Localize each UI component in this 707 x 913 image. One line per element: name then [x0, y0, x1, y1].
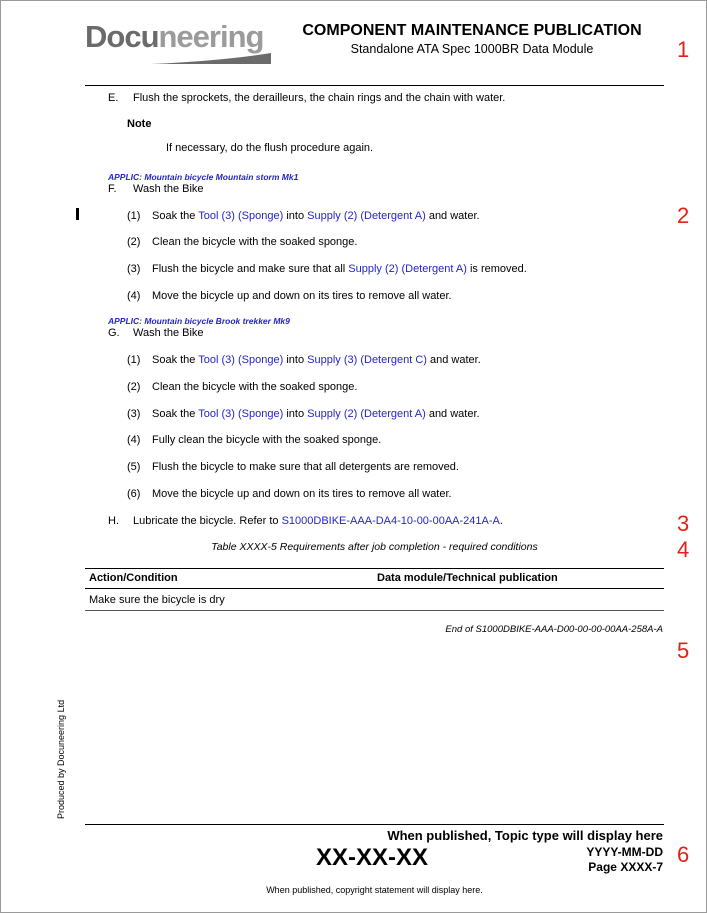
substep-text: into: [283, 210, 308, 222]
substep-number: (5): [127, 461, 141, 473]
substep-text: into: [283, 408, 308, 420]
substep-text: Clean the bicycle with the soaked sponge.: [152, 236, 358, 248]
step-label: F.: [108, 183, 117, 195]
docuneering-logo: [85, 19, 263, 55]
step-text: Lubricate the bicycle. Refer to: [133, 515, 282, 527]
step-h: [108, 515, 503, 527]
supply-detergent-a-link[interactable]: Supply (2) (Detergent A): [307, 408, 426, 420]
substep-text: Clean the bicycle with the soaked sponge.: [152, 381, 358, 393]
topic-type: When published, Topic type will display here: [387, 828, 663, 843]
footer-rule: [85, 824, 664, 825]
callout-2: 2: [677, 203, 690, 228]
substep-number: (6): [127, 488, 141, 500]
step-text: Flush the sprockets, the derailleurs, the chain rings and the chain with water.: [133, 92, 506, 104]
step-e: [108, 92, 505, 104]
publication-subtitle: Standalone ATA Spec 1000BR Data Module: [350, 42, 594, 56]
callout-1: 1: [677, 37, 690, 62]
substep-g5: [127, 461, 459, 473]
substep-text: and water.: [425, 408, 480, 420]
step-label: E.: [108, 92, 119, 104]
logo-swoosh-icon: [151, 53, 271, 65]
note-text: If necessary, do the flush procedure again.: [166, 142, 374, 154]
applic-brook-trekker: APPLIC: Mountain bicycle Brook trekker Mk9: [108, 316, 290, 326]
logo-text-part2: neering: [158, 19, 264, 54]
end-of-module: End of S1000DBIKE-AAA-D00-00-00-00AA-258A-A: [445, 624, 663, 635]
tool-sponge-link[interactable]: Tool (3) (Sponge): [198, 354, 284, 366]
table-header-data-module: Data module/Technical publication: [377, 572, 558, 584]
tool-sponge-link[interactable]: Tool (3) (Sponge): [198, 408, 284, 420]
change-bar: [76, 208, 79, 220]
tool-sponge-link[interactable]: Tool (3) (Sponge): [198, 210, 284, 222]
substep-g6: [127, 488, 452, 500]
step-title: Wash the Bike: [133, 327, 204, 339]
substep-f1: [127, 210, 480, 222]
step-g: [108, 327, 204, 339]
table-cell-action: Make sure the bicycle is dry: [89, 594, 225, 606]
chapter-code: XX-XX-XX: [316, 844, 429, 871]
issue-date: YYYY-MM-DD: [586, 845, 663, 859]
step-label: G.: [108, 327, 120, 339]
substep-g4: [127, 434, 381, 446]
substep-number: (2): [127, 236, 141, 248]
applic-mountain-storm: APPLIC: Mountain bicycle Mountain storm Mk1: [108, 172, 299, 182]
substep-f2: [127, 236, 357, 248]
producer-side-text: Produced by Docuneering Ltd: [56, 699, 66, 819]
supply-detergent-a-link[interactable]: Supply (2) (Detergent A): [307, 210, 426, 222]
substep-g3: [127, 408, 480, 420]
supply-detergent-a-link[interactable]: Supply (2) (Detergent A): [348, 263, 467, 275]
supply-detergent-c-link[interactable]: Supply (3) (Detergent C): [307, 354, 427, 366]
substep-number: (4): [127, 434, 141, 446]
substep-text: Flush the bicycle to make sure that all detergents are removed.: [152, 461, 459, 473]
substep-f4: [127, 290, 452, 302]
substep-number: (1): [127, 354, 141, 366]
header-rule: [85, 85, 664, 86]
table-top-rule: [85, 568, 664, 569]
step-title: Wash the Bike: [133, 183, 204, 195]
substep-text: Soak the: [152, 210, 199, 222]
substep-f3: [127, 263, 527, 275]
publication-title: COMPONENT MAINTENANCE PUBLICATION: [302, 22, 642, 39]
substep-text: Flush the bicycle and make sure that all: [152, 263, 349, 275]
substep-text: into: [283, 354, 308, 366]
note-title: Note: [127, 118, 152, 130]
substep-text: is removed.: [466, 263, 527, 275]
step-label: H.: [108, 515, 119, 527]
substep-text: Fully clean the bicycle with the soaked sponge.: [152, 434, 382, 446]
logo-text-part1: Docu: [85, 19, 159, 54]
substep-number: (3): [127, 263, 141, 275]
copyright-statement: When published, copyright statement will display here.: [266, 885, 483, 895]
substep-text: Move the bicycle up and down on its tires to remove all water.: [152, 488, 452, 500]
table-caption: Table XXXX-5 Requirements after job completion - required conditions: [211, 541, 538, 553]
data-module-link[interactable]: S1000DBIKE-AAA-DA4-10-00-00AA-241A-A: [281, 515, 500, 527]
callout-3: 3: [677, 511, 690, 536]
substep-number: (3): [127, 408, 141, 420]
table-header-action: Action/Condition: [89, 572, 178, 584]
substep-number: (2): [127, 381, 141, 393]
substep-number: (4): [127, 290, 141, 302]
substep-text: and water.: [426, 354, 481, 366]
substep-g1: [127, 354, 481, 366]
table-header-rule: [85, 588, 664, 589]
substep-text: Move the bicycle up and down on its tires to remove all water.: [152, 290, 452, 302]
page-number: Page XXXX-7: [588, 860, 663, 874]
substep-text: and water.: [425, 210, 480, 222]
callout-4: 4: [677, 537, 690, 562]
step-text: .: [499, 515, 503, 527]
callout-6: 6: [677, 842, 690, 867]
callout-5: 5: [677, 638, 690, 663]
substep-number: (1): [127, 210, 141, 222]
substep-g2: [127, 381, 357, 393]
substep-text: Soak the: [152, 408, 199, 420]
table-bottom-rule: [85, 610, 664, 611]
step-f: [108, 183, 204, 195]
substep-text: Soak the: [152, 354, 199, 366]
